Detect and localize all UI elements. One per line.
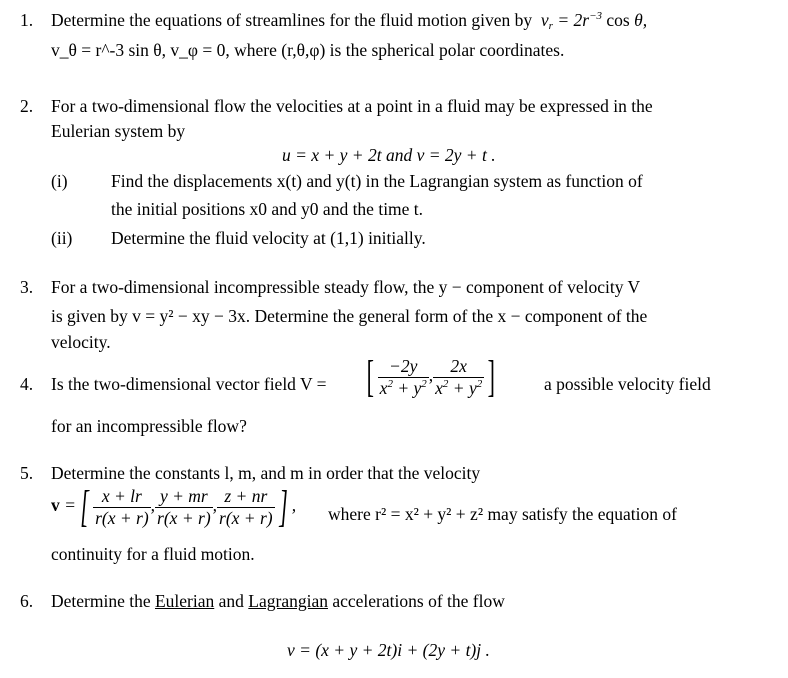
problem-6-text-3: accelerations of the flow: [332, 591, 505, 611]
problem-2-line-1: For a two-dimensional flow the velocities at a point in a fluid may be expressed in the: [51, 96, 653, 116]
eulerian-link-text: Eulerian: [154, 591, 215, 611]
problem-3-line-1: For a two-dimensional incompressible steady flow, the y − component of velocity V: [51, 277, 641, 297]
fraction-2: $\frac{2x}{x^2 + y^2}$: [435, 355, 483, 398]
problem-6-text-2: and: [218, 591, 244, 611]
problem-6-equation: v = (x + y + 2t)i + (2y + t)j .: [287, 640, 490, 660]
problem-3-line-3: velocity.: [51, 332, 111, 352]
problem-2-part-i-number: (i): [51, 171, 68, 191]
problem-5-line-2: where r² = x² + y² + z² may satisfy the equation of: [328, 504, 677, 524]
problem-2-line-2: Eulerian system by: [51, 121, 186, 141]
problem-2-part-i-line-1: Find the displacements x(t) and y(t) in the Lagrangian system as function of: [111, 171, 643, 191]
problem-2-part-i-line-2: the initial positions x0 and y0 and the time t.: [111, 199, 424, 219]
problem-2-number: 2.: [20, 96, 34, 116]
problem-1-vr-eq: $v_r = 2r^{-3}$ cos θ,: [536, 10, 648, 32]
problem-5-number: 5.: [20, 463, 34, 483]
problem-1-line-1: [51, 10, 647, 31]
left-bracket: [: [366, 352, 374, 401]
problem-6-text-1: Determine the: [51, 591, 151, 611]
problem-4-number: 4.: [20, 374, 34, 394]
problem-1-number: 1.: [20, 10, 34, 30]
left-bracket: [: [80, 482, 89, 531]
problem-2-part-ii-number: (ii): [51, 228, 73, 248]
problem-6-line-1: [51, 591, 505, 612]
problem-5-line-1: Determine the constants l, m, and m in order that the velocity: [51, 463, 481, 483]
problem-4-line-2: a possible velocity field: [544, 374, 711, 394]
problem-5-line-3: continuity for a fluid motion.: [51, 544, 255, 564]
problem-4-line-3: for an incompressible flow?: [51, 416, 247, 436]
problem-2-part-ii-line-1: Determine the fluid velocity at (1,1) initially.: [111, 228, 426, 248]
problem-4-vector-field: [ $\frac{-2y}{x^2 + y^2}$ , $\frac{2x}{x^2 + y^2}$ ]: [366, 352, 496, 401]
right-bracket: ]: [278, 482, 288, 531]
right-bracket: ]: [487, 352, 496, 401]
problem-6-number: 6.: [20, 591, 34, 611]
problem-1-line-2-text: v_θ = r^-3 sin θ, v_φ = 0, where (r,θ,φ) is the spherical polar coordinates.: [51, 40, 565, 60]
problem-5-vector: v =[ $\frac{x + lr}{r(x + r)}$ , $\frac{y + mr}{r(x + r)}$ , $\frac{z + nr}{r(x + r)}$ ] ,: [51, 482, 297, 531]
problem-4-line-1: Is the two-dimensional vector field V =: [51, 374, 327, 394]
problem-1-line-2: [51, 40, 564, 61]
fraction-2: $\frac{y + mr}{r(x + r)}$: [157, 485, 211, 528]
problem-3-line-2: is given by v = y² − xy − 3x. Determine the general form of the x − component of the: [51, 306, 648, 326]
fraction-1: $\frac{x + lr}{r(x + r)}$: [95, 485, 149, 528]
problem-1-text: Determine the equations of streamlines for the fluid motion given by: [51, 10, 533, 30]
problem-3-number: 3.: [20, 277, 34, 297]
fraction-1: $\frac{-2y}{x^2 + y^2}$: [379, 355, 427, 398]
lagrangian-link-text: Lagrangian: [248, 591, 328, 611]
fraction-3: $\frac{z + nr}{r(x + r)}$: [219, 485, 273, 528]
problem-2-equation: u = x + y + 2t and v = 2y + t .: [282, 145, 496, 165]
